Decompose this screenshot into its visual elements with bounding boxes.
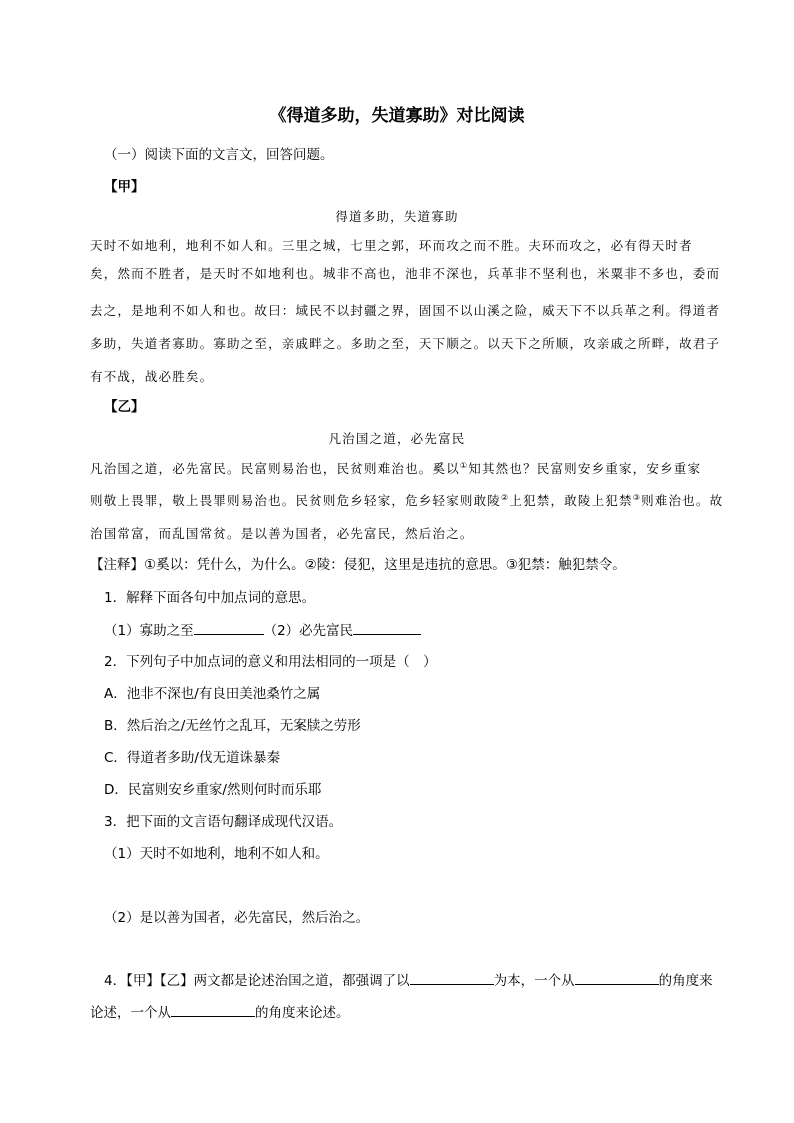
question-4-text: 为本，一个从: [493, 973, 575, 989]
question-2-option-b[interactable]: B．然后治之/无丝竹之乱耳，无案牍之劳形: [104, 718, 361, 734]
question-2-option-c[interactable]: C．得道者多助/伐无道诛暴秦: [104, 750, 280, 766]
passage-yi-marker: 【乙】: [104, 399, 145, 415]
question-3b: （2）是以善为国者，必先富民，然后治之。: [104, 910, 370, 926]
passage-yi-title: 凡治国之道，必先富民: [328, 431, 466, 446]
passage-jia-line: 矣，然而不胜者，是天时不如地利也。城非不高也，池非不深也，兵革非不坚利也，米粟非不多也，委而: [90, 266, 721, 281]
passage-yi-text: 上犯禁，敢陵上犯禁: [509, 493, 633, 508]
question-1a-label: （1）寡助之至: [104, 623, 194, 639]
question-1: 1．解释下面各句中加点词的意思。: [104, 590, 316, 606]
question-2: 2．下列句子中加点词的意义和用法相同的一项是（ ）: [104, 654, 437, 670]
question-2-option-a[interactable]: A．池非不深也/有良田美池桑竹之属: [104, 686, 321, 702]
answer-blank[interactable]: [353, 620, 421, 635]
passage-jia-line: 天时不如地利，地利不如人和。三里之城，七里之郭，环而攻之而不胜。夫环而攻之，必有得天时者: [90, 238, 693, 253]
passage-yi-line: 治国常富，而乱国常贫。是以善为国者，必先富民，然后治之。: [90, 526, 474, 541]
answer-blank[interactable]: [575, 970, 659, 985]
passage-jia-line: 多助，失道者寡助。寡助之至，亲戚畔之。多助之至，天下顺之。以天下之所顺，攻亲戚之所畔，故君子: [90, 336, 721, 351]
passage-yi-text: 凡治国之道，必先富民。民富则易治也，民贫则难治也。奚以: [90, 461, 460, 476]
note-marker: ③: [632, 492, 642, 502]
passage-yi-line: [90, 491, 723, 511]
passage-jia-line: 有不战，战必胜矣。: [90, 369, 214, 384]
passage-jia-marker: 【甲】: [104, 179, 145, 195]
answer-blank[interactable]: [171, 1002, 255, 1017]
passage-yi-text: 知其然也？民富则安乡重家，安乡重家: [468, 461, 702, 476]
question-4-text: 论述，一个从: [90, 1005, 171, 1021]
question-4-text: 的角度来论述。: [255, 1005, 350, 1021]
question-4-line-1: [104, 970, 713, 991]
question-4-line-2: [90, 1002, 350, 1023]
note-marker: ①: [459, 460, 469, 470]
passage-yi-text: 则难治也。故: [641, 493, 724, 508]
section-heading: （一）阅读下面的文言文，回答问题。: [104, 147, 334, 163]
question-4-text: 4．【甲】【乙】两文都是论述治国之道，都强调了以: [104, 973, 410, 989]
document-title: 《得道多助，失道寡助》对比阅读: [269, 106, 525, 126]
passage-yi-line: [90, 459, 701, 479]
passage-jia-line: 去之，是地利不如人和也。故曰：域民不以封疆之界，固国不以山溪之险，威天下不以兵革之利。得道者: [90, 303, 721, 318]
question-3: 3．把下面的文言语句翻译成现代汉语。: [104, 814, 343, 830]
answer-blank[interactable]: [194, 620, 264, 635]
annotation-notes: 【注释】①奚以：凭什么，为什么。②陵：侵犯，这里是违抗的意思。③犯禁：触犯禁令。: [90, 557, 626, 573]
question-4-text: 的角度来: [658, 973, 713, 989]
question-2-option-d[interactable]: D．民富则安乡重家/然则何时而乐耶: [104, 782, 322, 798]
passage-jia-title: 得道多助，失道寡助: [335, 209, 459, 224]
note-marker: ②: [501, 492, 510, 502]
question-1-items: [104, 620, 421, 641]
question-1b-label: （2）必先富民: [263, 623, 354, 639]
answer-blank[interactable]: [410, 970, 494, 985]
question-3a: （1）天时不如地利，地利不如人和。: [104, 846, 329, 862]
passage-yi-text: 则敬上畏罪，敬上畏罪则易治也。民贫则危乡轻家，危乡轻家则敢陵: [90, 493, 502, 508]
